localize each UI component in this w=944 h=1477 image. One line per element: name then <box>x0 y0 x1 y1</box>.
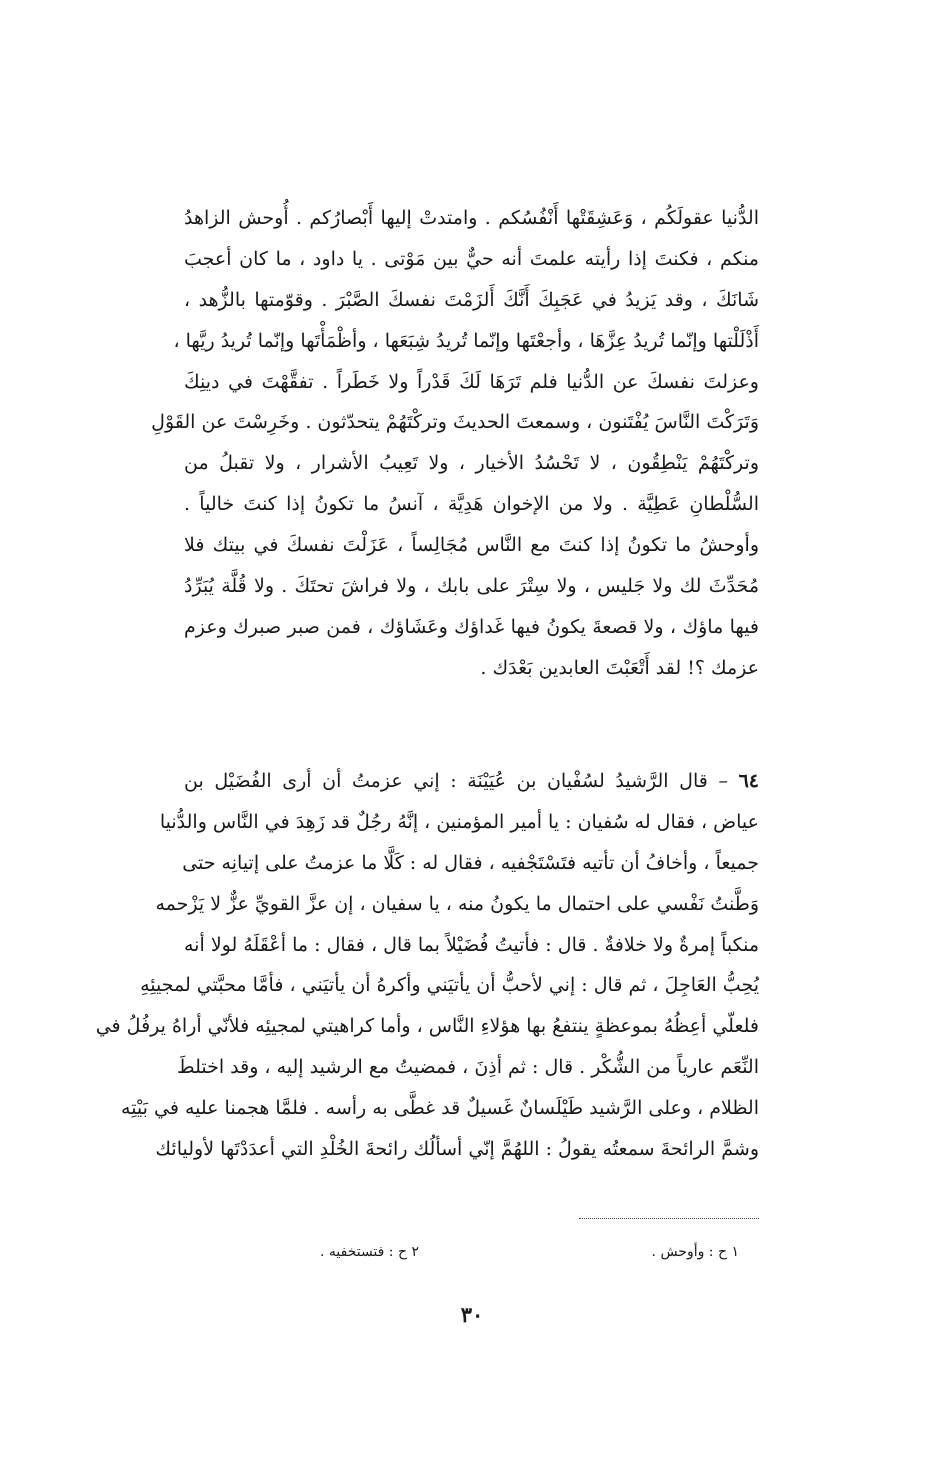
text-line: السُّلْطانِ عَطِيَّة . ولا من الإخوان هَدِيَّة ، آنسُ ما تكونُ إذا كنتَ خالياً . <box>184 493 759 516</box>
text-line: منكم ، فكنتَ إذا رأيته علمتَ أنه حيٌّ بين مَوْتى . يا داود ، ما كان أعجبَ <box>184 247 759 270</box>
text-line: فيها ماؤك ، ولا قصعةَ يكونُ فيها غَداؤك وعَشَاؤك ، فمن صبر صبرك وعزم <box>184 615 759 638</box>
text-line-first <box>184 761 759 802</box>
text-line: وَتَرَكْتَ النَّاسَ يُفْتَنون ، وسمعتَ الحديثَ وتركْتَهُمْ يتحدّثون . وخَرِسْتَ عن القَوْلِ <box>151 411 759 434</box>
text-line: عياض ، فقال له سُفيان : يا أمير المؤمنين ، إنَّهُ رجُلٌ قد زَهِدَ في النَّاس والدُّنيا <box>159 810 759 833</box>
text-line: يُحِبُّ العَاجِلَ ، ثم قال : إني لأحبُّ أن يأتيَني وأكرهُ أن يأتيَني ، فأمَّا محبَّتي لمجيئِهِ <box>140 974 759 997</box>
footnote-1: ١ ح : وأوحش . <box>651 1244 739 1260</box>
text-line: وشمَّ الرائحةَ سمعتُه يقولُ : اللهُمَّ إنّي أسألُك رائحةَ الخُلْدِ التي أعدَدْتَها لأوليائك <box>155 1138 759 1161</box>
text-line: النِّعَم عارياً من الشُّكْر . قال : ثم أذِنَ ، فمضيتُ مع الرشيد إليه ، وقد اختلطَ <box>177 1056 759 1079</box>
footnotes <box>184 1240 759 1264</box>
text-line: عزمك ؟! لقد أَتْعَبْتَ العابدين بَعْدَك . <box>480 656 759 679</box>
text-line: أَذْلَلْتها وإنّما تُريدُ عِزَّهَا ، وأجعْتَها وإنّما تُريدُ شِبَعَها ، وأظْمَأْتَها وإنّما تُريدُ ريَّها ، <box>173 329 759 352</box>
text-line: وتركْتَهُمْ يَنْطِقُون ، لا تَحْسُدُ الأخيار ، ولا تَعِيبُ الأشرار ، ولا تقبلُ من <box>184 452 759 475</box>
paragraph-1 <box>151 198 759 689</box>
text-line: وَطَّنتُ نَفْسي على احتمال ما يكونُ منه ، يا سفيان ، إن عزَّ القويِّ عزٌّ لا يَزْحمه <box>155 892 759 915</box>
text-line: شَانَكَ ، وقد يَزيدُ في عَجَبِكَ أَنَّكَ أَلزَمْتَ نفسكَ الصَّبْرَ . وقوّمتها بالزُّهد ، <box>184 288 759 311</box>
text-line: جميعاً ، وأخافُ أن تأتيه فتَسْتَجْفيه ، فقال له : كَلَّا ما عزمتُ على إتيانِه حتى <box>182 851 759 874</box>
footnote-2: ٢ ح : فتستخفيه . <box>319 1244 419 1260</box>
text-line: فلعلّي أعِظُهُ بموعظةٍ ينتفعُ بها هؤلاءِ النَّاس ، وأما كراهيتي لمجيئِه فلأنّي أراهُ يرفُلُ في <box>95 1015 759 1038</box>
text-line: مُحَدِّثَ لك ولا جَليس ، ولا سِتْرَ على بابك ، ولا فراشَ تحتَكَ . ولا قُلَّة يُبَرِّدُ <box>184 575 759 598</box>
text-line: الدُّنيا عقولَكُم ، وَعَشِقَتْها أَنْفُسُكم . وامتدتْ إليها أَبْصارُكم . أُوحش الزاهدُ <box>184 207 759 229</box>
text-line: وأوحشُ ما تكونُ إذا كنتَ مع النَّاس مُجَالِساً ، عَزَلْتَ نفسكَ في بيتك فلا <box>184 534 759 557</box>
text-line: الظلام ، وعلى الرَّشيد طَيْلَسانٌ غَسيلٌ قد غطَّى به رأسه . فلمَّا هجمنا عليه في بَيْتِه <box>121 1097 759 1120</box>
text-line: وعزلتَ نفسكَ عن الدُّنيا فلم تَرَهَا لَكَ قَدْراً ولا خَطَراً . تفقَّهْتَ في دينِكَ <box>184 370 759 393</box>
first-line-text: – قال الرَّشيدُ لسُفْيان بن عُيَيْنَة : إني عزمتُ أن أرى الفُضَيْل بن <box>184 770 728 792</box>
page-number: ٣٠ <box>460 1302 484 1327</box>
paragraph-2 <box>95 761 759 1170</box>
footnote-divider <box>579 1218 759 1219</box>
item-number: ٦٤ <box>738 770 759 792</box>
text-line: منكباً إمرةٌ ولا خلافةٌ . قال : فأتيتُ فُضَيْلاً بما قال ، فقال : ما أعْقَلَهُ لولا أنه <box>184 933 759 956</box>
